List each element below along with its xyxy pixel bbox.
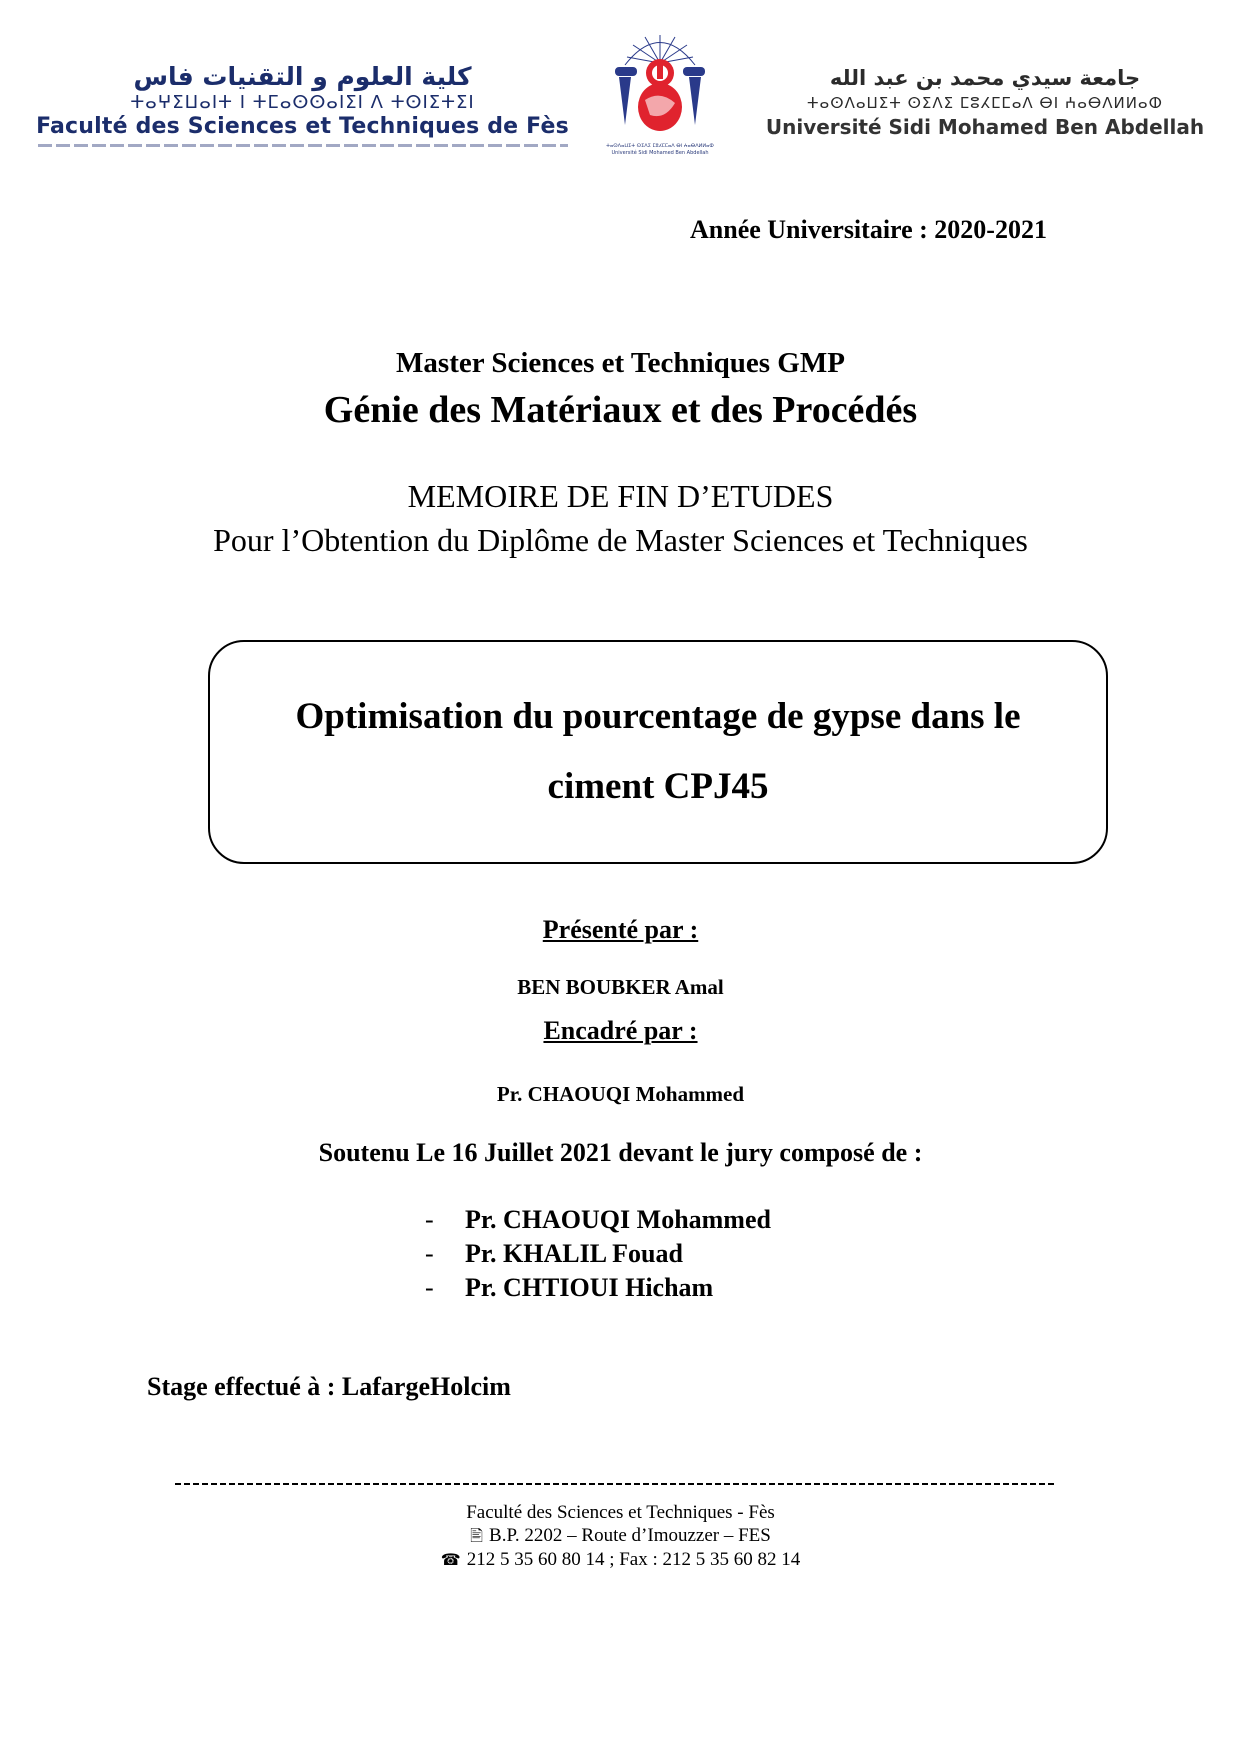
- emblem-caption-tifinagh: ⵜⴰⵙⴷⴰⵡⵉⵜ ⵙⵉⴷⵉ ⵎⵓⵃⵎⵎⴰⴷ ⴱⵏ ⵄⴰⴱⴷⵍⵍⴰⵀ: [606, 143, 714, 149]
- telephone-icon: ☎: [440, 1552, 461, 1569]
- master-program: Master Sciences et Techniques GMP: [396, 347, 845, 379]
- speciality-title: Génie des Matériaux et des Procédés: [323, 389, 918, 431]
- academic-year: Année Universitaire : 2020-2021: [690, 215, 1047, 244]
- fst-tifinagh-name: ⵜⴰⵖⵉⵡⴰⵏⵜ ⵏ ⵜⵎⴰⵙⵙⴰⵏⵉⵏ ⴷ ⵜⵙⵏⵉⵜⵉⵏ: [130, 92, 475, 113]
- fst-logo: [30, 62, 575, 147]
- usmba-logo: [760, 64, 1210, 140]
- footer-phone: 212 5 35 60 80 14 ; Fax : 212 5 35 60 82 14: [466, 1549, 801, 1570]
- supervisor-name: Pr. CHAOUQI Mohammed: [496, 1082, 745, 1106]
- jury-list: [425, 1203, 771, 1305]
- footer-institution: Faculté des Sciences et Techniques - Fès: [466, 1502, 775, 1523]
- mailbox-icon: 🖹: [470, 1528, 484, 1545]
- jury-member: [425, 1237, 771, 1271]
- internship-location: Stage effectué à : LafargeHolcim: [147, 1372, 511, 1401]
- usmba-tifinagh-name: ⵜⴰⵙⴷⴰⵡⵉⵜ ⵙⵉⴷⵉ ⵎⵓⵃⵎⵎⴰⴷ ⴱⵏ ⵄⴰⴱⴷⵍⵍⴰⵀ: [807, 94, 1163, 112]
- footer: [0, 1501, 1241, 1572]
- thesis-title-box: [208, 640, 1108, 864]
- footer-divider: [175, 1483, 1057, 1485]
- fst-french-name: Faculté des Sciences et Techniques de Fès: [36, 114, 569, 139]
- jury-member-name: Pr. CHTIOUI Hicham: [465, 1273, 714, 1302]
- usmba-emblem-icon: [605, 25, 715, 160]
- usmba-emblem-caption: [605, 143, 715, 157]
- footer-phone-line: [0, 1548, 1241, 1572]
- footer-address-line: [0, 1524, 1241, 1548]
- thesis-title: Optimisation du pourcentage de gypse dans le ciment CPJ45: [295, 696, 1021, 807]
- fst-arabic-name: كلية العلوم و التقنيات فاس: [133, 62, 472, 91]
- footer-address: B.P. 2202 – Route d’Imouzzer – FES: [489, 1525, 771, 1546]
- list-bullet: -: [425, 1273, 434, 1302]
- memoire-purpose: Pour l’Obtention du Diplôme de Master Sciences et Techniques: [213, 522, 1028, 558]
- list-bullet: -: [425, 1239, 434, 1268]
- jury-member-name: Pr. KHALIL Fouad: [465, 1239, 683, 1268]
- usmba-arabic-name: جامعة سيدي محمد بن عبد الله: [829, 66, 1141, 90]
- jury-member-name: Pr. CHAOUQI Mohammed: [465, 1205, 771, 1234]
- list-bullet: -: [425, 1205, 434, 1234]
- supervised-by-label: Encadré par :: [543, 1016, 698, 1045]
- student-name: BEN BOUBKER Amal: [517, 975, 724, 999]
- jury-member: [425, 1203, 771, 1237]
- usmba-french-name: Université Sidi Mohamed Ben Abdellah: [765, 115, 1205, 139]
- presented-by-label: Présenté par :: [542, 915, 699, 944]
- defense-statement: Soutenu Le 16 Juillet 2021 devant le jury composé de :: [318, 1138, 923, 1167]
- emblem-caption-french: Université Sidi Mohamed Ben Abdellah: [611, 150, 709, 156]
- memoire-heading: MEMOIRE DE FIN D’ETUDES: [407, 478, 834, 514]
- jury-member: [425, 1271, 771, 1305]
- fst-logo-underline: [38, 144, 568, 147]
